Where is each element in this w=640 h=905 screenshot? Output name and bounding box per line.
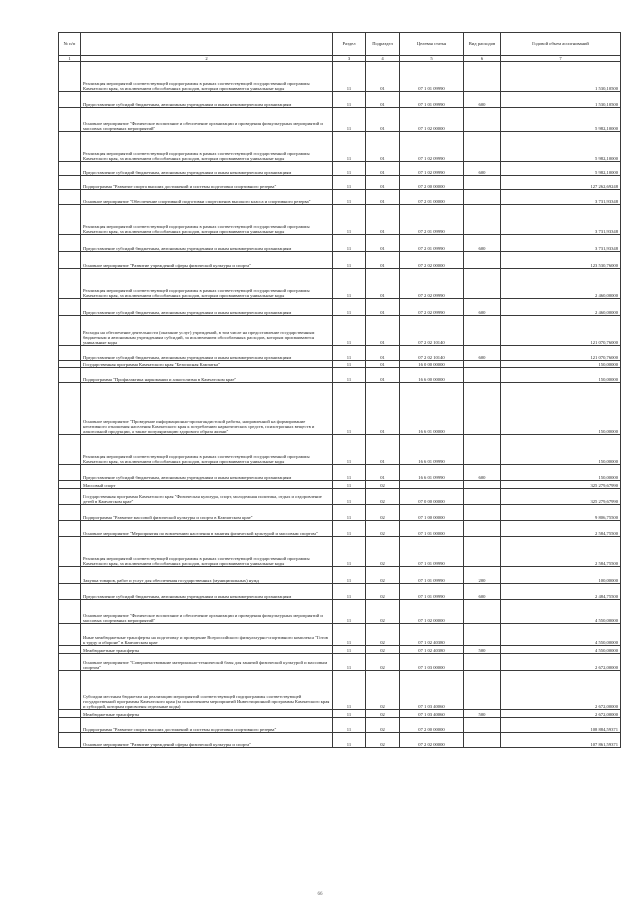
row-podrazdel: 02 [366, 505, 400, 521]
table-row [59, 190, 621, 205]
row-expense-type: 600 [464, 584, 501, 600]
row-index-cell [59, 481, 81, 489]
table-row [59, 567, 621, 584]
header-name [81, 33, 333, 56]
table-row [59, 584, 621, 600]
row-razdel: 11 [333, 368, 366, 383]
row-amount: 4 550,00000 [501, 646, 621, 654]
row-amount: 150,00000 [501, 368, 621, 383]
row-razdel: 11 [333, 654, 366, 671]
row-name: Реализация мероприятий соответствующей подпрограммы в рамках соответствующей государственной программы Камчатского края, за исключением обособленных расходов, которым присваиваются уникальные коды [81, 269, 333, 299]
row-target-article: 07 2 01 00000 [400, 190, 464, 205]
row-expense-type [464, 521, 501, 537]
row-podrazdel: 01 [366, 190, 400, 205]
row-target-article: 16 6 01 00000 [400, 383, 464, 435]
row-expense-type [464, 132, 501, 162]
row-amount: 2 672,00000 [501, 671, 621, 710]
row-razdel: 11 [333, 481, 366, 489]
table-row [59, 62, 621, 92]
row-target-article: 16 6 01 09990 [400, 435, 464, 465]
row-amount: 3 731,93348 [501, 235, 621, 252]
row-podrazdel: 02 [366, 710, 400, 718]
row-podrazdel: 01 [366, 316, 400, 346]
row-razdel: 11 [333, 108, 366, 132]
row-razdel: 11 [333, 624, 366, 646]
row-amount: 2 460,00000 [501, 299, 621, 316]
header-index: № п/п [59, 33, 81, 56]
row-amount: 3 731,93348 [501, 190, 621, 205]
row-name: Подпрограмма "Профилактика наркомании и алкоголизма в Камчатском крае" [81, 368, 333, 383]
row-name: Основное мероприятие "Физическое воспитание и обеспечение организации и проведения физкультурных мероприятий и массовых спортивных мероприятий" [81, 600, 333, 624]
row-index-cell [59, 505, 81, 521]
row-expense-type [464, 489, 501, 505]
row-name: Межбюджетные трансферты [81, 710, 333, 718]
row-index-cell [59, 269, 81, 299]
row-razdel: 11 [333, 235, 366, 252]
budget-rows [59, 62, 621, 748]
row-razdel: 11 [333, 316, 366, 346]
row-podrazdel: 01 [366, 368, 400, 383]
row-expense-type: 600 [464, 346, 501, 361]
row-index-cell [59, 361, 81, 368]
row-expense-type: 500 [464, 710, 501, 718]
row-amount: 5 982,10000 [501, 108, 621, 132]
row-name: Основное мероприятие "Физическое воспитание и обеспечение организации и проведения физкультурных мероприятий и массовых спортивных мероприятий" [81, 108, 333, 132]
table-row [59, 252, 621, 269]
row-amount: 2 584,75500 [501, 521, 621, 537]
row-amount: 1 530,10500 [501, 62, 621, 92]
row-razdel: 11 [333, 600, 366, 624]
row-expense-type: 200 [464, 567, 501, 584]
row-target-article: 07 0 00 00000 [400, 489, 464, 505]
row-podrazdel: 01 [366, 176, 400, 190]
row-expense-type [464, 383, 501, 435]
row-target-article: 07 1 02 40380 [400, 624, 464, 646]
row-razdel: 11 [333, 718, 366, 733]
row-index-cell [59, 624, 81, 646]
table-row [59, 299, 621, 316]
row-target-article: 07 1 03 40060 [400, 710, 464, 718]
row-index-cell [59, 235, 81, 252]
row-expense-type [464, 368, 501, 383]
row-index-cell [59, 435, 81, 465]
row-target-article: 16 0 00 00000 [400, 361, 464, 368]
row-expense-type [464, 671, 501, 710]
row-amount: 107 861,59371 [501, 733, 621, 748]
row-expense-type: 600 [464, 92, 501, 108]
row-index-cell [59, 654, 81, 671]
row-expense-type: 500 [464, 646, 501, 654]
row-expense-type [464, 316, 501, 346]
row-target-article: 07 1 02 09990 [400, 132, 464, 162]
row-razdel: 11 [333, 62, 366, 92]
row-name: Реализация мероприятий соответствующей подпрограммы в рамках соответствующей государственной программы Камчатского края, за исключением обособленных расходов, которым присваиваются уникальные коды [81, 132, 333, 162]
row-podrazdel: 01 [366, 235, 400, 252]
row-index-cell [59, 710, 81, 718]
row-amount: 150,00000 [501, 383, 621, 435]
table-row [59, 205, 621, 235]
row-expense-type: 600 [464, 235, 501, 252]
row-target-article: 07 1 02 00000 [400, 108, 464, 132]
row-target-article: 07 1 01 09990 [400, 567, 464, 584]
row-expense-type [464, 481, 501, 489]
row-index-cell [59, 646, 81, 654]
row-target-article: 07 1 02 00000 [400, 600, 464, 624]
row-name: Предоставление субсидий бюджетным, автономным учреждениям и иным некоммерческим организациям [81, 235, 333, 252]
row-target-article: 07 2 02 10140 [400, 316, 464, 346]
row-expense-type [464, 505, 501, 521]
row-razdel: 11 [333, 521, 366, 537]
column-number: 7 [501, 56, 621, 62]
table-row [59, 383, 621, 435]
row-index-cell [59, 368, 81, 383]
row-razdel: 11 [333, 176, 366, 190]
row-razdel: 11 [333, 346, 366, 361]
row-amount: 325 279,67990 [501, 481, 621, 489]
table-row [59, 361, 621, 368]
header-row [59, 33, 621, 56]
row-razdel: 11 [333, 489, 366, 505]
row-razdel: 11 [333, 299, 366, 316]
row-amount: 2 584,75500 [501, 537, 621, 567]
row-index-cell [59, 537, 81, 567]
row-name: Государственная программа Камчатского края "Безопасная Камчатка" [81, 361, 333, 368]
row-podrazdel: 02 [366, 718, 400, 733]
row-podrazdel: 01 [366, 92, 400, 108]
row-name: Основное мероприятие "Развитие учреждений сферы физической культуры и спорта" [81, 733, 333, 748]
row-podrazdel: 02 [366, 624, 400, 646]
row-amount: 325 279,67990 [501, 489, 621, 505]
row-name: Основное мероприятие "Развитие учреждений сферы физической культуры и спорта" [81, 252, 333, 269]
row-podrazdel: 01 [366, 252, 400, 269]
row-index-cell [59, 62, 81, 92]
row-target-article: 07 1 03 00000 [400, 654, 464, 671]
table-row [59, 269, 621, 299]
row-amount: 4 550,00000 [501, 600, 621, 624]
row-razdel: 11 [333, 505, 366, 521]
header-razdel: Раздел [333, 33, 366, 56]
row-podrazdel: 02 [366, 567, 400, 584]
row-index-cell [59, 299, 81, 316]
row-amount: 1 530,10500 [501, 92, 621, 108]
row-expense-type [464, 733, 501, 748]
row-target-article: 07 2 01 09990 [400, 205, 464, 235]
row-name: Основное мероприятие "Обеспечение спортивной подготовки спортсменов высокого класса и спортивного резерва" [81, 190, 333, 205]
row-name: Предоставление субсидий бюджетным, автономным учреждениям и иным некоммерческим организациям [81, 92, 333, 108]
header-expense-type: Вид расходов [464, 33, 501, 56]
row-podrazdel: 02 [366, 671, 400, 710]
row-amount: 5 982,10000 [501, 132, 621, 162]
row-podrazdel: 01 [366, 108, 400, 132]
row-target-article: 07 2 02 00000 [400, 733, 464, 748]
row-razdel: 11 [333, 465, 366, 481]
row-target-article: 07 2 01 09990 [400, 235, 464, 252]
row-amount: 2 672,00000 [501, 654, 621, 671]
table-row [59, 176, 621, 190]
row-podrazdel: 01 [366, 62, 400, 92]
row-razdel: 11 [333, 205, 366, 235]
row-expense-type [464, 269, 501, 299]
row-expense-type [464, 252, 501, 269]
row-razdel: 11 [333, 190, 366, 205]
row-amount: 123 530,76000 [501, 252, 621, 269]
row-expense-type [464, 435, 501, 465]
table-row [59, 718, 621, 733]
table-row [59, 489, 621, 505]
row-razdel: 11 [333, 710, 366, 718]
row-razdel: 11 [333, 132, 366, 162]
table-row [59, 481, 621, 489]
row-index-cell [59, 600, 81, 624]
row-target-article: 16 6 00 00000 [400, 368, 464, 383]
row-amount: 121 070,76000 [501, 346, 621, 361]
row-target-article: 07 1 03 40060 [400, 671, 464, 710]
row-podrazdel: 01 [366, 435, 400, 465]
row-name: Подпрограмма "Развитие спорта высших достижений и системы подготовки спортивного резерва" [81, 176, 333, 190]
table-row [59, 600, 621, 624]
column-number: 3 [333, 56, 366, 62]
row-amount: 121 070,76000 [501, 316, 621, 346]
row-podrazdel: 01 [366, 162, 400, 176]
row-target-article: 07 1 01 09990 [400, 584, 464, 600]
row-target-article: 16 6 01 09990 [400, 465, 464, 481]
row-podrazdel: 02 [366, 489, 400, 505]
row-name: Предоставление субсидий бюджетным, автономным учреждениям и иным некоммерческим организациям [81, 162, 333, 176]
row-index-cell [59, 108, 81, 132]
table-row [59, 368, 621, 383]
table-row [59, 435, 621, 465]
row-target-article: 07 2 00 00000 [400, 176, 464, 190]
row-name: Реализация мероприятий соответствующей подпрограммы в рамках соответствующей государственной программы Камчатского края, за исключением обособленных расходов, которым присваиваются уникальные коды [81, 205, 333, 235]
row-expense-type [464, 361, 501, 368]
row-razdel: 11 [333, 269, 366, 299]
row-name: Реализация мероприятий соответствующей подпрограммы в рамках соответствующей государственной программы Камчатского края, за исключением обособленных расходов, которым присваиваются уникальные коды [81, 537, 333, 567]
row-podrazdel: 01 [366, 205, 400, 235]
row-expense-type [464, 108, 501, 132]
row-target-article: 07 1 01 09990 [400, 62, 464, 92]
table-row [59, 671, 621, 710]
row-amount: 108 884,59371 [501, 718, 621, 733]
row-index-cell [59, 132, 81, 162]
row-razdel: 11 [333, 92, 366, 108]
row-name: Государственная программа Камчатского края "Физическая культура, спорт, молодежная политика, отдых и оздоровление детей в Камчатском крае" [81, 489, 333, 505]
row-name: Закупка товаров, работ и услуг для обеспечения государственных (муниципальных) нужд [81, 567, 333, 584]
row-podrazdel: 01 [366, 383, 400, 435]
row-index-cell [59, 205, 81, 235]
table-row [59, 537, 621, 567]
row-name: Иные межбюджетные трансферты на подготовку и проведение Всероссийского физкультурно-спортивного комплекса "Готов к труду и обороне" в Камчатском крае [81, 624, 333, 646]
row-razdel: 11 [333, 361, 366, 368]
row-name: Основное мероприятие "Совершенствование материально-технической базы для занятий физической культурой и массовым спортом" [81, 654, 333, 671]
table-row [59, 654, 621, 671]
row-name: Основное мероприятие "Проведение информационно-пропагандистской работы, направленной на формирование негативного отношения населения Камчатского края к потреблению наркотических средств, психотропных веществ и алкогольной продукции, а также популяризацию здорового образа жизни" [81, 383, 333, 435]
row-razdel: 11 [333, 162, 366, 176]
table-row [59, 646, 621, 654]
row-razdel: 11 [333, 252, 366, 269]
header-annual-amount: Годовой объем ассигнований [501, 33, 621, 56]
table-row [59, 624, 621, 646]
row-index-cell [59, 316, 81, 346]
row-expense-type [464, 205, 501, 235]
row-amount: 150,00000 [501, 435, 621, 465]
row-index-cell [59, 465, 81, 481]
row-podrazdel: 01 [366, 132, 400, 162]
row-amount: 150,00000 [501, 465, 621, 481]
row-name: Предоставление субсидий бюджетным, автономным учреждениям и иным некоммерческим организациям [81, 299, 333, 316]
row-index-cell [59, 584, 81, 600]
row-index-cell [59, 190, 81, 205]
row-target-article: 07 1 01 09990 [400, 92, 464, 108]
row-index-cell [59, 383, 81, 435]
row-razdel: 11 [333, 733, 366, 748]
table-row [59, 108, 621, 132]
row-podrazdel: 01 [366, 346, 400, 361]
row-name: Предоставление субсидий бюджетным, автономным учреждениям и иным некоммерческим организациям [81, 584, 333, 600]
header-podrazdel: Подраздел [366, 33, 400, 56]
column-number: 4 [366, 56, 400, 62]
row-target-article: 07 1 00 00000 [400, 505, 464, 521]
row-podrazdel: 02 [366, 733, 400, 748]
row-expense-type: 600 [464, 162, 501, 176]
page-number: 66 [317, 892, 323, 897]
row-razdel: 11 [333, 646, 366, 654]
table-row [59, 710, 621, 718]
row-target-article: 07 2 02 00000 [400, 252, 464, 269]
row-amount: 9 806,75500 [501, 505, 621, 521]
row-razdel: 11 [333, 671, 366, 710]
row-index-cell [59, 489, 81, 505]
row-razdel: 11 [333, 435, 366, 465]
row-podrazdel: 02 [366, 584, 400, 600]
row-name: Расходы на обеспечение деятельности (оказание услуг) учреждений, в том числе на предоставление государственным бюджетным и автономным учреждениям субсидий, за исключением обособленных расходов, которым присваиваются уникальные коды [81, 316, 333, 346]
row-target-article: 07 1 01 09990 [400, 537, 464, 567]
row-podrazdel: 01 [366, 465, 400, 481]
row-amount: 2 484,75500 [501, 584, 621, 600]
row-amount: 150,00000 [501, 361, 621, 368]
row-razdel: 11 [333, 537, 366, 567]
row-index-cell [59, 346, 81, 361]
row-amount: 100,00000 [501, 567, 621, 584]
row-amount: 127 262,69248 [501, 176, 621, 190]
row-name: Предоставление субсидий бюджетным, автономным учреждениям и иным некоммерческим организациям [81, 465, 333, 481]
row-target-article: 07 2 02 09990 [400, 299, 464, 316]
table-row [59, 521, 621, 537]
row-name: Реализация мероприятий соответствующей подпрограммы в рамках соответствующей государственной программы Камчатского края, за исключением обособленных расходов, которым присваиваются уникальные коды [81, 62, 333, 92]
row-target-article: 07 2 00 00000 [400, 718, 464, 733]
table-row [59, 92, 621, 108]
row-target-article: 07 1 02 40380 [400, 646, 464, 654]
row-razdel: 11 [333, 567, 366, 584]
row-amount: 2 672,00000 [501, 710, 621, 718]
column-number: 5 [400, 56, 464, 62]
row-razdel: 11 [333, 584, 366, 600]
row-index-cell [59, 718, 81, 733]
row-name: Подпрограмма "Развитие массовой физической культуры и спорта в Камчатском крае" [81, 505, 333, 521]
row-podrazdel: 01 [366, 361, 400, 368]
row-index-cell [59, 162, 81, 176]
row-razdel: 11 [333, 383, 366, 435]
row-index-cell [59, 567, 81, 584]
table-row [59, 465, 621, 481]
table-row [59, 733, 621, 748]
column-number: 6 [464, 56, 501, 62]
row-podrazdel: 02 [366, 654, 400, 671]
row-target-article: 07 1 01 00000 [400, 521, 464, 537]
row-name: Предоставление субсидий бюджетным, автономным учреждениям и иным некоммерческим организациям [81, 346, 333, 361]
column-number: 1 [59, 56, 81, 62]
row-expense-type [464, 176, 501, 190]
row-name: Межбюджетные трансферты [81, 646, 333, 654]
row-index-cell [59, 521, 81, 537]
table-row [59, 346, 621, 361]
row-podrazdel: 02 [366, 521, 400, 537]
row-expense-type [464, 718, 501, 733]
row-expense-type [464, 654, 501, 671]
row-name: Субсидии местным бюджетам на реализацию мероприятий соответствующей подпрограммы соответствующей государственной программы Камчатского края (за исключением мероприятий Инвестиционной программы Камчатского края и субсидий, которым присвоены отдельные коды) [81, 671, 333, 710]
row-amount: 2 460,00000 [501, 269, 621, 299]
row-podrazdel: 01 [366, 269, 400, 299]
row-podrazdel: 02 [366, 537, 400, 567]
table-row [59, 162, 621, 176]
row-podrazdel: 01 [366, 299, 400, 316]
row-amount: 3 731,93348 [501, 205, 621, 235]
header-target-article: Целевая статья [400, 33, 464, 56]
row-target-article: 07 1 02 09990 [400, 162, 464, 176]
row-name: Реализация мероприятий соответствующей подпрограммы в рамках соответствующей государственной программы Камчатского края, за исключением обособленных расходов, которым присваиваются уникальные коды [81, 435, 333, 465]
budget-table [58, 32, 621, 748]
row-podrazdel: 02 [366, 646, 400, 654]
row-name: Массовый спорт [81, 481, 333, 489]
row-expense-type [464, 624, 501, 646]
budget-sheet [58, 32, 620, 748]
row-name: Подпрограмма "Развитие спорта высших достижений и системы подготовки спортивного резерва" [81, 718, 333, 733]
row-expense-type: 600 [464, 465, 501, 481]
row-name: Основное мероприятие "Мероприятия по вовлечению населения в занятия физической культурой и массовым спортом" [81, 521, 333, 537]
row-index-cell [59, 252, 81, 269]
row-target-article: 07 2 02 10140 [400, 346, 464, 361]
row-expense-type [464, 62, 501, 92]
row-index-cell [59, 671, 81, 710]
row-expense-type [464, 190, 501, 205]
row-expense-type [464, 537, 501, 567]
column-number: 2 [81, 56, 333, 62]
table-row [59, 235, 621, 252]
row-target-article: 07 2 02 09990 [400, 269, 464, 299]
table-row [59, 132, 621, 162]
row-podrazdel: 02 [366, 481, 400, 489]
row-index-cell [59, 176, 81, 190]
row-amount: 4 550,00000 [501, 624, 621, 646]
row-expense-type [464, 600, 501, 624]
row-expense-type: 600 [464, 299, 501, 316]
table-row [59, 316, 621, 346]
row-index-cell [59, 733, 81, 748]
row-podrazdel: 02 [366, 600, 400, 624]
table-row [59, 505, 621, 521]
row-target-article [400, 481, 464, 489]
row-amount: 5 982,10000 [501, 162, 621, 176]
row-index-cell [59, 92, 81, 108]
